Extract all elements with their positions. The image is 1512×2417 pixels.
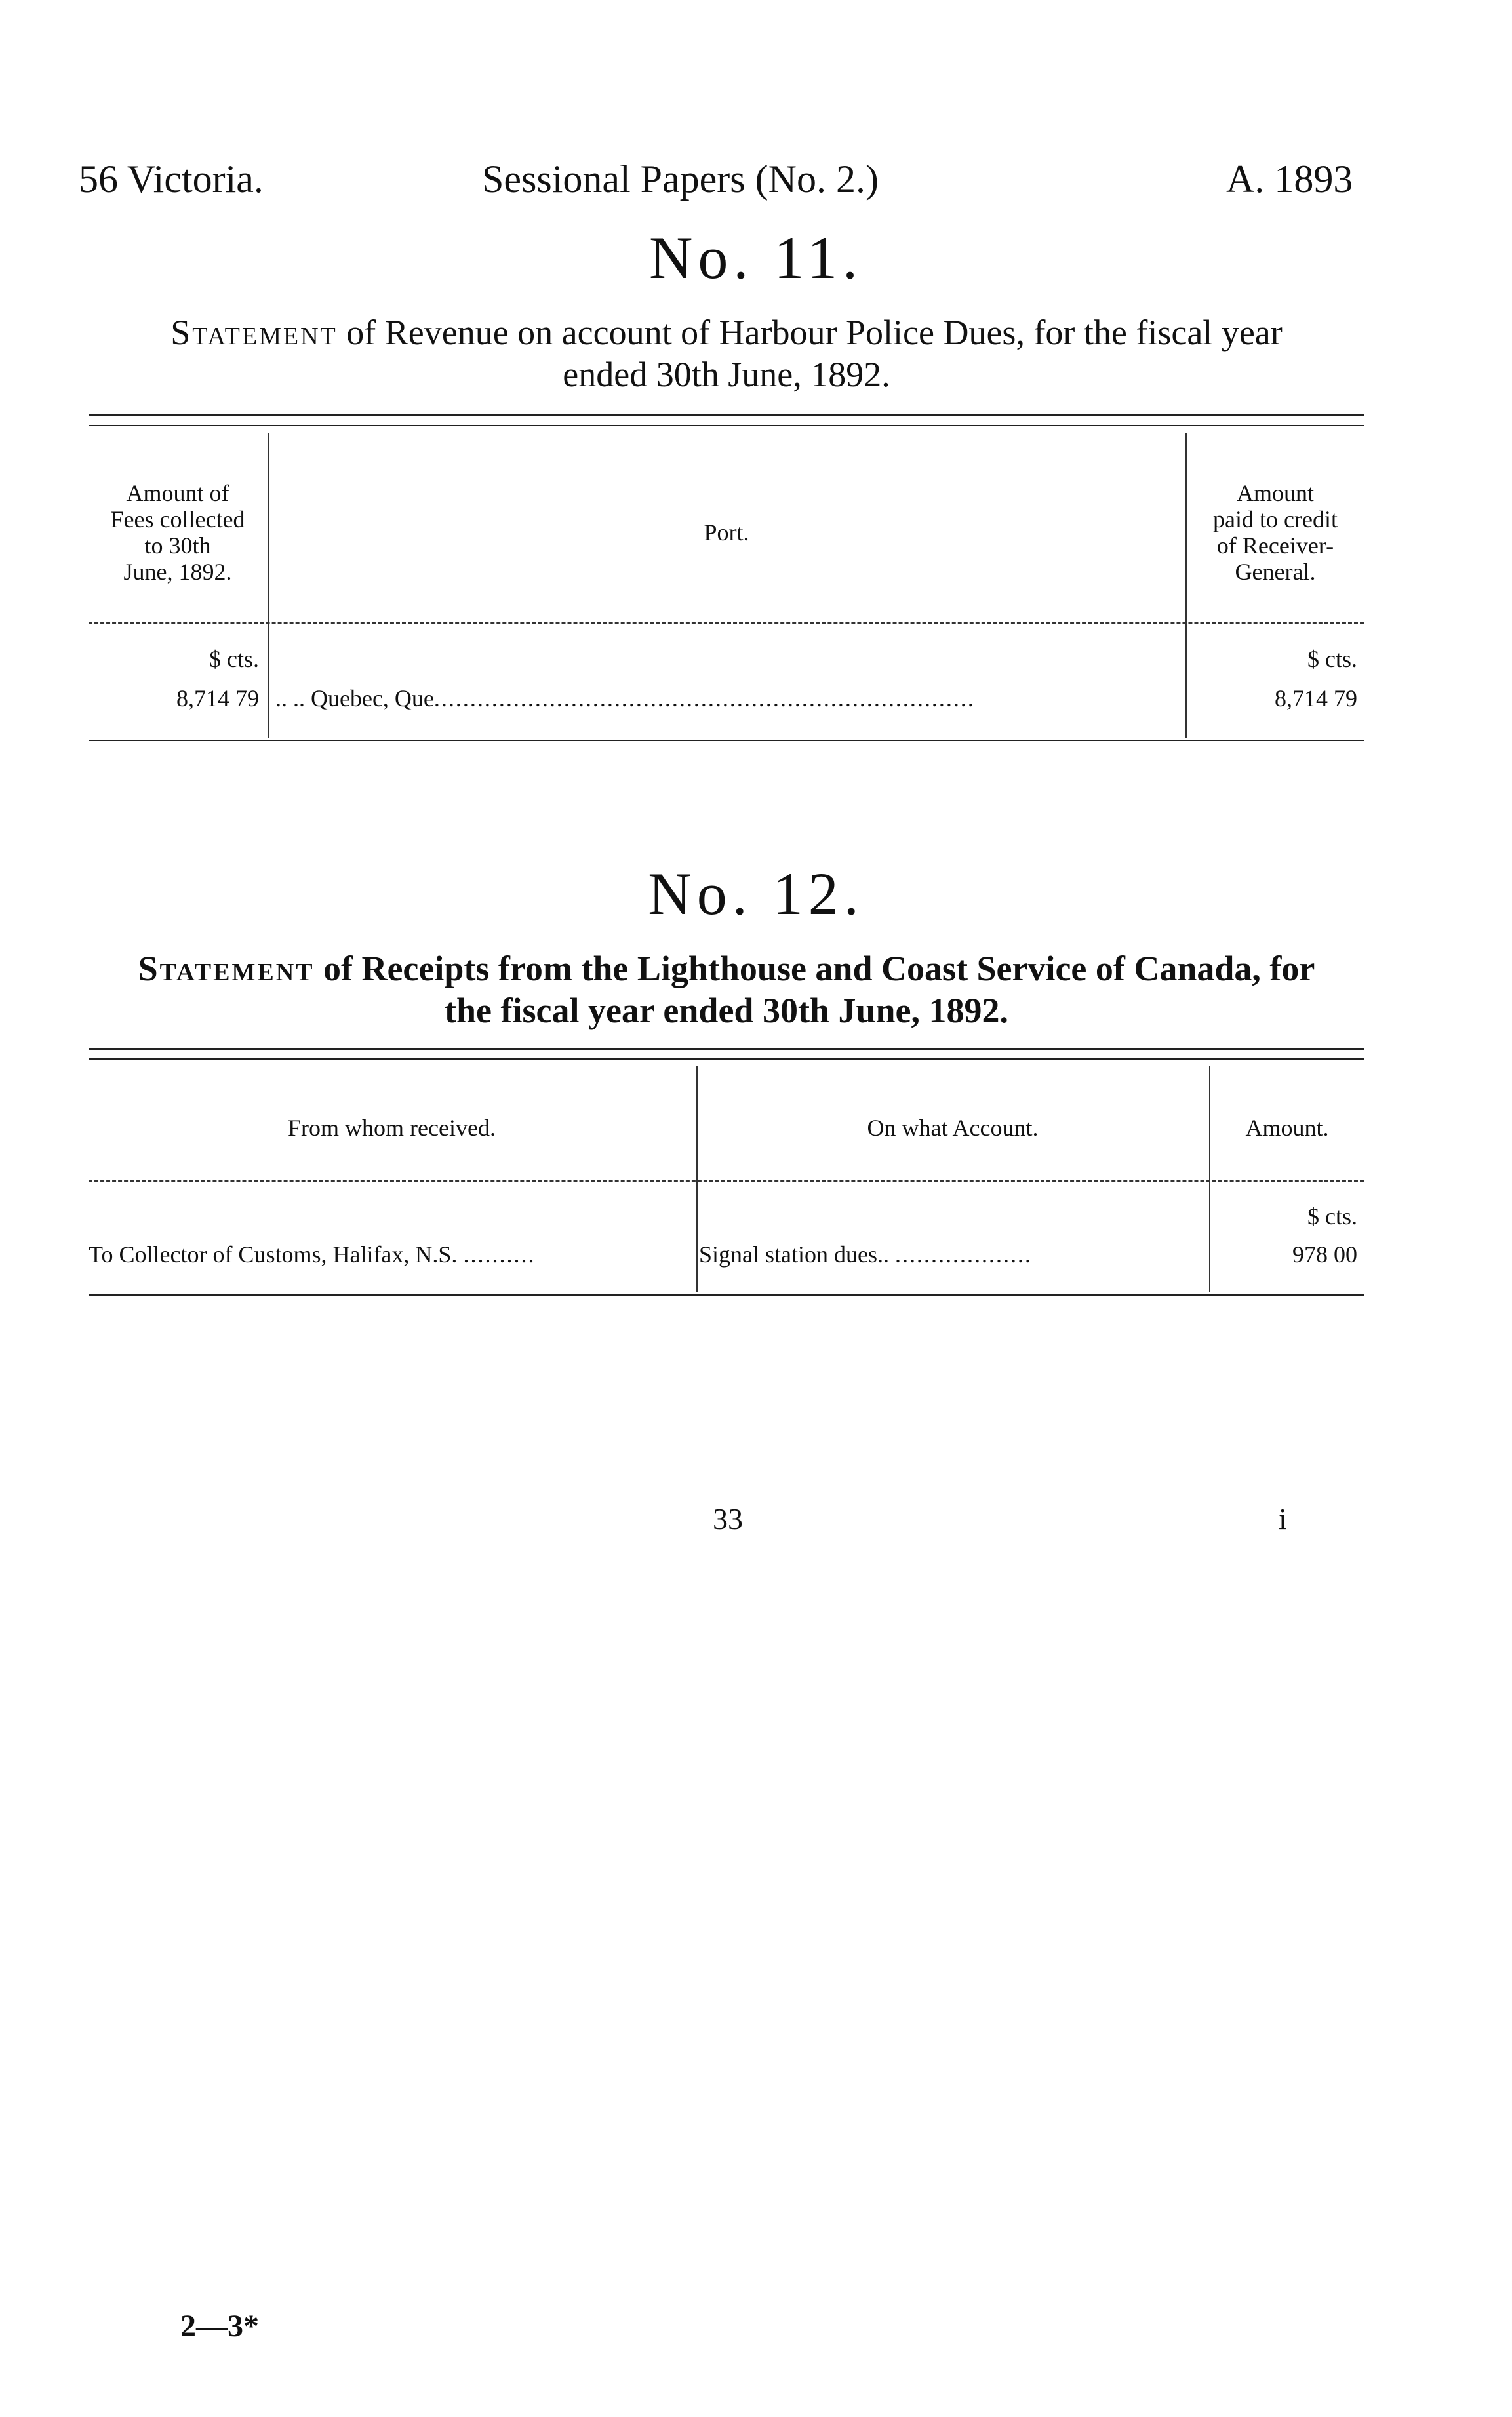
table-11-header-rule: [89, 622, 1364, 624]
col3-line: General.: [1235, 559, 1316, 585]
section-12-statement: [85, 948, 1368, 1031]
from-whom-value: [89, 1241, 692, 1268]
table-11-top-rule-2: [89, 425, 1364, 426]
col3-line: paid to credit: [1213, 506, 1338, 532]
header-right: A. 1893: [1226, 157, 1353, 201]
account-value: [699, 1241, 1205, 1268]
dot-leader: ..........: [463, 1241, 536, 1268]
table-11-col-divider-1: [268, 433, 269, 738]
signature-mark: i: [1279, 1502, 1287, 1536]
table-11-bottom-rule: [89, 740, 1364, 741]
statement-lead: Statement: [138, 949, 315, 988]
section-11-title: No. 11.: [648, 224, 864, 291]
col-header-amount: Amount.: [1245, 1115, 1329, 1141]
statement-lead: Statement: [170, 313, 338, 352]
col-header-amount-paid: [1187, 480, 1364, 585]
col3-line: of Receiver-: [1216, 532, 1334, 559]
section-11-statement-line1: [85, 311, 1368, 353]
dot-leader: ...................: [895, 1241, 1032, 1268]
unit-label-left: $ cts.: [209, 646, 259, 672]
col1-line: June, 1892.: [123, 559, 232, 585]
col1-line: Amount of: [126, 480, 229, 506]
table-12-top-rule: [89, 1048, 1364, 1050]
col-header-amount-collected: [89, 480, 267, 585]
table-12-col-divider-2: [1209, 1066, 1210, 1292]
col-header-account: On what Account.: [867, 1115, 1039, 1141]
account-text: Signal station dues..: [699, 1241, 889, 1268]
from-whom-text: To Collector of Customs, Halifax, N.S.: [89, 1241, 458, 1268]
port-name: .. .. Quebec, Que: [275, 685, 434, 711]
table-11-top-rule: [89, 414, 1364, 416]
section-11-statement: [85, 311, 1368, 395]
section-12-statement-line1: [85, 948, 1368, 989]
table-12-header-rule: [89, 1180, 1364, 1182]
table-12-col-divider-1: [696, 1066, 698, 1292]
page-number: 33: [713, 1502, 743, 1536]
table-11-col-divider-2: [1185, 433, 1187, 738]
table-12-bottom-rule: [89, 1294, 1364, 1296]
amount-collected-value: 8,714 79: [176, 685, 259, 711]
sheet-mark: 2—3*: [180, 2309, 259, 2344]
header-left: 56 Victoria.: [79, 157, 264, 201]
unit-label: $ cts.: [1307, 1203, 1357, 1229]
unit-label-right: $ cts.: [1307, 646, 1357, 672]
col1-line: to 30th: [144, 532, 211, 559]
section-12-title: No. 12.: [648, 860, 864, 927]
section-12-statement-line2: the fiscal year ended 30th June, 1892.: [445, 991, 1008, 1030]
amount-value: 978 00: [1292, 1241, 1357, 1268]
col-header-from-whom: From whom received.: [288, 1115, 496, 1141]
table-12-top-rule-2: [89, 1058, 1364, 1060]
section-11-statement-line2: ended 30th June, 1892.: [563, 355, 890, 394]
statement-rest: of Revenue on account of Harbour Police Dues, for the fiscal year: [337, 313, 1283, 352]
dot-leader: ...........................................................................: [433, 685, 975, 711]
col1-line: Fees collected: [110, 506, 245, 532]
statement-rest: of Receipts from the Lighthouse and Coast Service of Canada, for: [314, 949, 1315, 988]
amount-paid-value: 8,714 79: [1275, 685, 1357, 711]
col-header-port: Port.: [704, 519, 749, 546]
header-center: Sessional Papers (No. 2.): [482, 157, 879, 201]
col3-line: Amount: [1236, 480, 1314, 506]
port-row: [275, 685, 1180, 711]
